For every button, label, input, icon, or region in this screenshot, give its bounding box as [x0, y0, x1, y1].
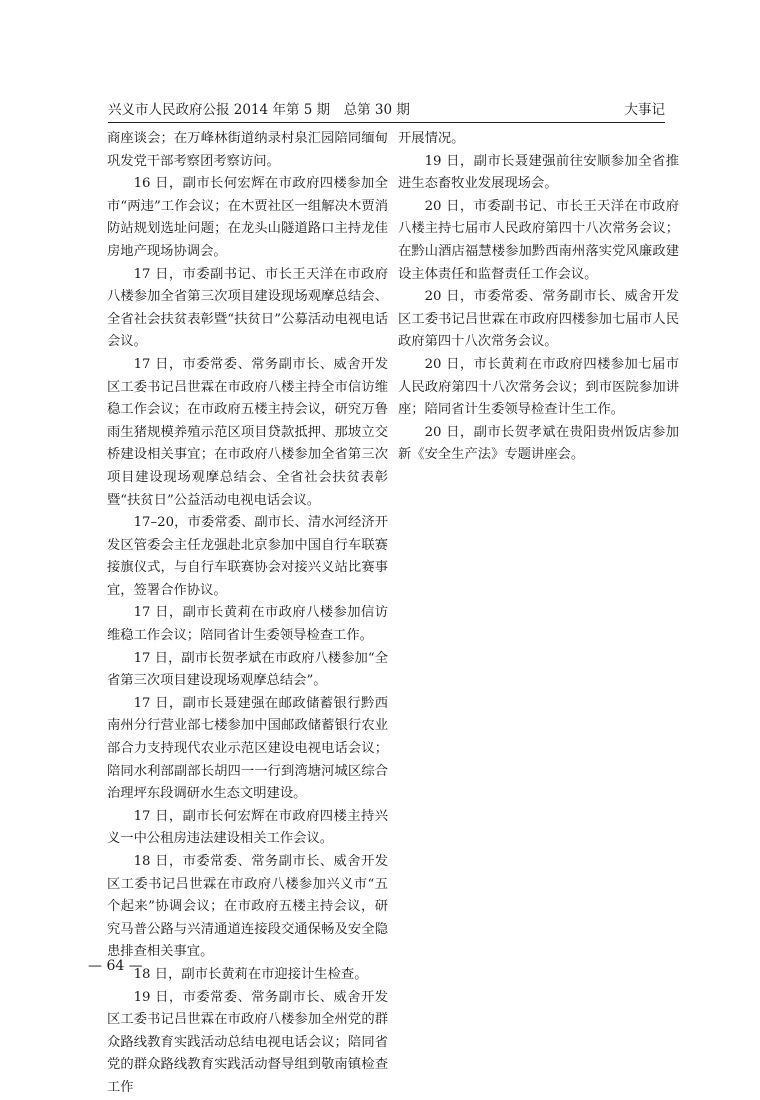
paragraph: 17 日，副市长何宏辉在市政府四楼主持兴义一中公租房违法建设相关工作会议。 — [107, 808, 388, 847]
paragraph: 18 日，副市长黄莉在市迎接计生检查。 — [133, 966, 368, 982]
page-number: — 64 — — [88, 958, 143, 974]
paragraph: 开展情况。 — [398, 131, 465, 146]
paragraph: 17 日，副市长黄莉在市政府八楼参加信访维稳工作会议；陪同省计生委领导检查工作。 — [107, 605, 388, 644]
running-header — [108, 96, 665, 123]
paragraph: 20 日，市长黄莉在市政府四楼参加七届市人民政府第四十八次常务会议；到市医院参加讲座；陪同省计生委领导检查计生工作。 — [398, 356, 679, 418]
right-column — [398, 128, 679, 467]
paragraph: 19 日，副市长聂建强前往安顺参加全省推进生态畜牧业发展现场会。 — [398, 153, 679, 192]
left-column — [107, 128, 388, 1100]
paragraph: 20 日，市委副书记、市长王天洋在市政府八楼主持七届市人民政府第四十八次常务会议；在黔山酒店福慧楼参加黔西南州落实党风廉政建设主体责任和监督责任工作会议。 — [398, 198, 679, 282]
paragraph: 17 日，市委副书记、市长王天洋在市政府八楼参加全省第三次项目建设现场观摩总结会、全省社会扶贫表彰暨“扶贫日”公募活动电视电话会议。 — [107, 266, 388, 350]
paragraph: 17–20，市委常委、副市长、清水河经济开发区管委会主任龙强赴北京参加中国自行车联赛接旗仪式，与自行车联赛协会对接兴义站比赛事宜，签署合作协议。 — [107, 515, 388, 598]
paragraph: 17 日，副市长聂建强在邮政储蓄银行黔西南州分行营业部七楼参加中国邮政储蓄银行农业部合力支持现代农业示范区建设电视电话会议；陪同水利部副部长胡四一一行到湾塘河城区综合治理坪东段调研水生态文明建设。 — [107, 695, 388, 802]
paragraph: 17 日，副市长贺孝斌在市政府八楼参加“全省第三次项目建设现场观摩总结会”。 — [107, 650, 388, 689]
paragraph: 20 日，市委常委、常务副市长、威舍开发区工委书记吕世霖在市政府四楼参加七届市人民政府第四十八次常务会议。 — [398, 289, 679, 350]
publication-title: 兴义市人民政府公报 2014 年第 5 期 总第 30 期 — [108, 102, 410, 118]
paragraph: 19 日，市委常委、常务副市长、威舍开发区工委书记吕世霖在市政府八楼参加全州党的群众路线教育实践活动总结电视电话会议；陪同省党的群众路线教育实践活动督导组到敬南镇检查工作 — [107, 989, 388, 1095]
paragraph: 18 日，市委常委、常务副市长、威舍开发区工委书记吕世霖在市政府八楼参加兴义市“五个起来”协调会议；在市政府五楼主持会议，研究马普公路与兴清通道连接段交通保畅及安全隐患排查相关事宜。 — [107, 854, 388, 960]
paragraph: 17 日，市委常委、常务副市长、威舍开发区工委书记吕世霖在市政府八楼主持全市信访维稳工作会议；在市政府五楼主持会议，研究万鲁雨生猪规模养殖示范区项目贷款抵押、那坡立交桥建设相关事宜；在市政府八楼参加全省第三次项目建设现场观摩总结会、全省社会扶贫表彰暨“扶贫日”公益活动电视电话会议。 — [107, 356, 388, 508]
paragraph: 16 日，副市长何宏辉在市政府四楼参加全市“两违”工作会议；在木贾社区一组解决木贾消防站规划选址问题；在龙头山隧道路口主持龙佳房地产现场协调会。 — [107, 176, 388, 259]
paragraph: 20 日，副市长贺孝斌在贵阳贵州饭店参加新《安全生产法》专题讲座会。 — [398, 424, 679, 463]
paragraph: 商座谈会；在万峰林街道纳录村泉汇园陪同缅甸巩发党干部考察团考察访问。 — [107, 131, 388, 169]
section-title: 大事记 — [624, 102, 665, 118]
